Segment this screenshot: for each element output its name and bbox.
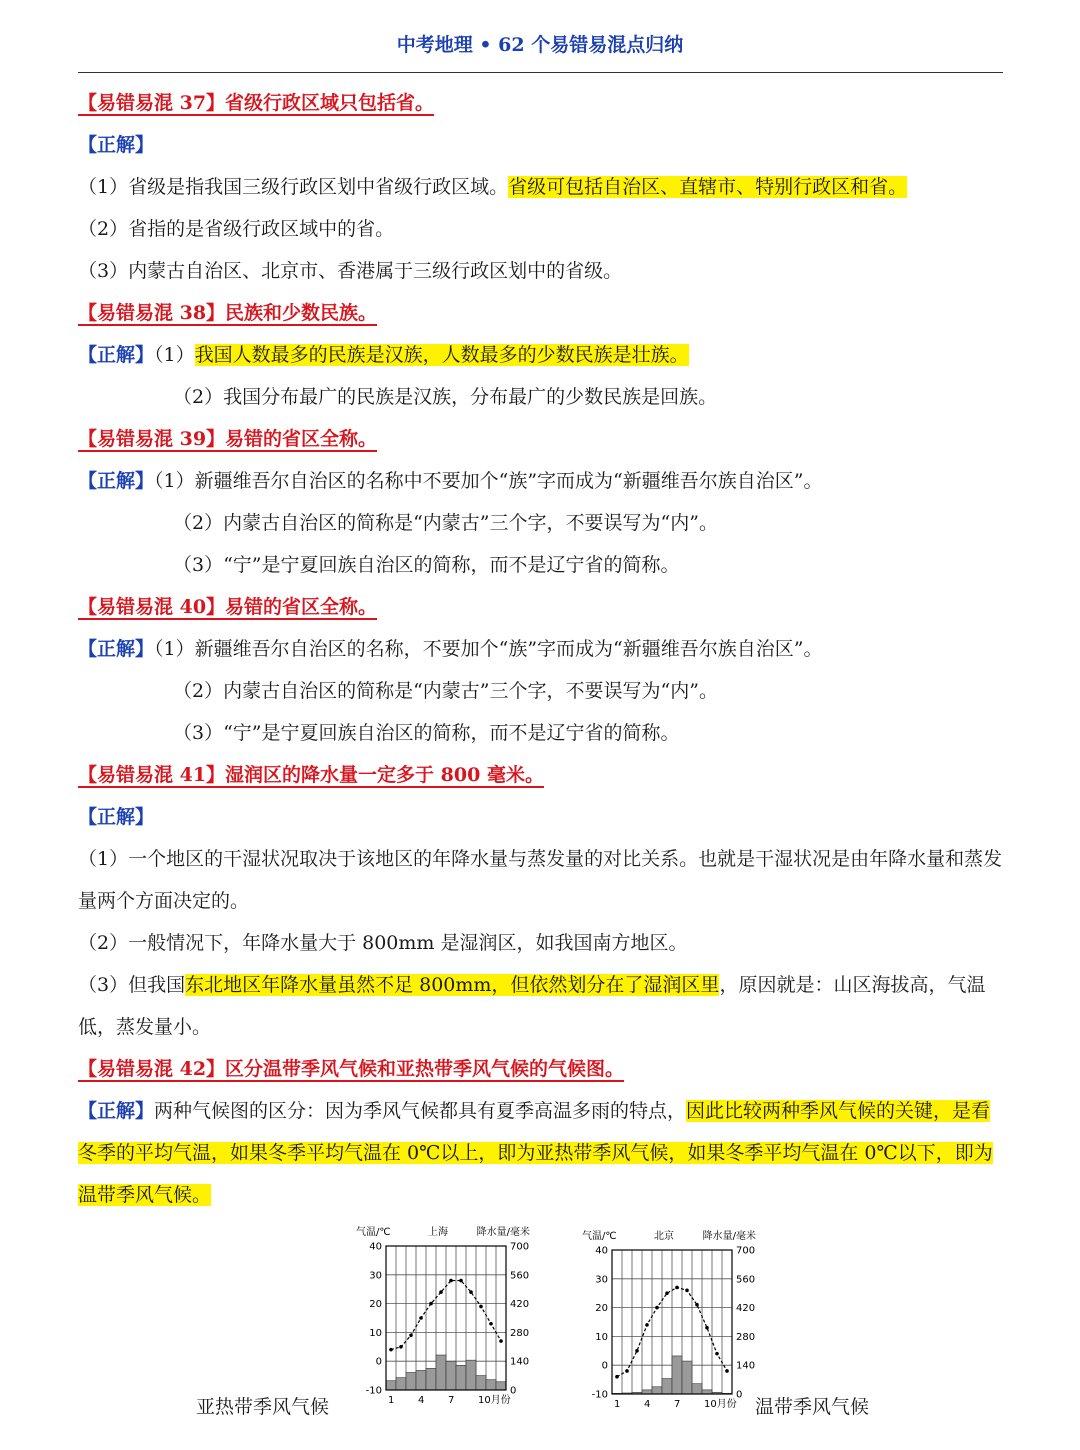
temp-tick-label: 30 (369, 1270, 382, 1282)
temperature-point (389, 1348, 393, 1352)
caption-temperate: 温带季风气候 (755, 1396, 870, 1418)
temperature-point (449, 1279, 453, 1283)
header-divider (78, 72, 1003, 73)
precip-bar (426, 1368, 436, 1390)
caption-subtropical: 亚热带季风气候 (196, 1396, 330, 1418)
temp-axis-label: 气温/℃ (582, 1231, 617, 1242)
temperature-point (479, 1305, 483, 1309)
s37-line1: （1）省级是指我国三级行政区划中省级行政区域。 (78, 176, 509, 198)
temperature-point (645, 1323, 649, 1327)
precip-bar (476, 1376, 486, 1390)
s41-line3-highlight: 东北地区年降水量虽然不足 800mm，但依然划分在了湿润区里 (185, 974, 720, 996)
month-tick-label: 4 (418, 1395, 425, 1406)
precip-tick-label: 700 (510, 1241, 530, 1253)
precip-tick-label: 280 (736, 1331, 756, 1343)
section-title-41: 【易错易混 41】湿润区的降水量一定多于 800 毫米。 (78, 764, 544, 786)
precip-bar (702, 1390, 712, 1394)
climate-chart-beijing (578, 1226, 778, 1426)
precip-tick-label: 0 (510, 1385, 517, 1397)
precip-bar (456, 1365, 466, 1390)
s39-line3: （3）“宁”是宁夏回族自治区的简称，而不是辽宁省的简称。 (173, 554, 680, 576)
answer-label: 【正解】 (78, 470, 155, 492)
s41-line2: （2）一般情况下，年降水量大于 800mm 是湿润区，如我国南方地区。 (78, 932, 688, 954)
temperature-point (675, 1286, 679, 1290)
month-tick-label: 7 (674, 1399, 681, 1410)
s40-line2: （2）内蒙古自治区的简称是“内蒙古”三个字，不要误写为“内”。 (173, 680, 718, 702)
precip-bar (642, 1390, 652, 1394)
temperature-point (625, 1369, 629, 1373)
temp-tick-label: 0 (375, 1356, 382, 1368)
temp-tick-label: 10 (369, 1327, 382, 1339)
section-title-42: 【易错易混 42】区分温带季风气候和亚热带季风气候的气候图。 (78, 1058, 625, 1080)
temp-tick-label: 10 (595, 1331, 608, 1343)
temperature-point (685, 1289, 689, 1293)
section-title-37: 【易错易混 37】省级行政区域只包括省。 (78, 92, 435, 114)
temperature-point (499, 1339, 503, 1343)
s37-line3: （3）内蒙古自治区、北京市、香港属于三级行政区划中的省级。 (78, 260, 623, 282)
temperature-point (695, 1303, 699, 1307)
page-header: 中考地理 • 62 个易错易混点归纳 (396, 34, 684, 56)
precip-bar (416, 1370, 426, 1390)
temp-tick-label: 20 (595, 1303, 608, 1315)
s41-line3-start: （3）但我国 (78, 974, 186, 996)
temp-tick-label: -10 (365, 1385, 382, 1397)
precip-bar (406, 1373, 416, 1390)
section-title-40: 【易错易混 40】易错的省区全称。 (78, 596, 378, 618)
answer-label: 【正解】 (78, 344, 155, 366)
temperature-point (429, 1302, 433, 1306)
precip-bar (386, 1381, 396, 1390)
temperature-point (635, 1349, 639, 1353)
temperature-point (705, 1326, 709, 1330)
temp-tick-label: 20 (369, 1299, 382, 1311)
precip-bar (682, 1361, 692, 1394)
section-title-38: 【易错易混 38】民族和少数民族。 (78, 302, 378, 324)
precip-axis-label: 降水量/毫米 (702, 1231, 756, 1242)
precip-tick-label: 0 (736, 1389, 743, 1401)
precip-bar (396, 1378, 406, 1390)
chart-title: 北京 (654, 1231, 674, 1242)
temperature-point (715, 1352, 719, 1356)
s42-text: 两种气候图的区分：因为季风气候都具有夏季高温多雨的特点， (154, 1100, 687, 1122)
precip-bar (692, 1384, 702, 1394)
month-tick-label: 4 (644, 1399, 651, 1410)
temperature-point (725, 1369, 729, 1373)
s37-line1-highlight: 省级可包括自治区、直辖市、特别行政区和省。 (508, 176, 908, 198)
precip-bar (466, 1360, 476, 1390)
answer-label: 【正解】 (78, 806, 155, 828)
temperature-point (469, 1290, 473, 1294)
temp-tick-label: 0 (601, 1360, 608, 1372)
s39-line2: （2）内蒙古自治区的简称是“内蒙古”三个字，不要误写为“内”。 (173, 512, 718, 534)
precip-bar (486, 1380, 496, 1390)
answer-label: 【正解】 (78, 638, 155, 660)
document-body (78, 82, 1008, 1216)
s38-line1-highlight: 我国人数最多的民族是汉族，人数最多的少数民族是壮族。 (194, 344, 689, 366)
precip-bar (662, 1379, 672, 1394)
temperature-point (655, 1306, 659, 1310)
month-tick-label: 1 (388, 1395, 395, 1406)
month-tick-label: 1 (614, 1399, 621, 1410)
precip-tick-label: 560 (736, 1274, 756, 1286)
temperature-point (419, 1316, 423, 1320)
climate-chart-shanghai (352, 1222, 552, 1422)
s42-text-highlight: 因此比较两种季风气候的关键，是看冬季的平均气温，如果冬季平均气温在 0℃以上，即为亚热带季风气候，如果冬季平均气温在 0℃以下，即为温带季风气候。 (78, 1100, 993, 1206)
temperature-point (409, 1333, 413, 1337)
temperature-point (439, 1290, 443, 1294)
precip-tick-label: 700 (736, 1245, 756, 1257)
chart-title: 上海 (428, 1227, 448, 1238)
climate-charts (0, 1222, 1080, 1432)
s38-line2: （2）我国分布最广的民族是汉族，分布最广的少数民族是回族。 (173, 386, 718, 408)
precip-bar (496, 1382, 506, 1390)
s41-line1: （1）一个地区的干湿状况取决于该地区的年降水量与蒸发量的对比关系。也就是干湿状况是由年降水量和蒸发量两个方面决定的。 (78, 848, 1003, 912)
precip-bar (672, 1356, 682, 1394)
s41-line3-end: ，原因就是：山区海拔高，气温低，蒸发量小。 (78, 974, 986, 1038)
temperature-point (399, 1345, 403, 1349)
precip-bar (436, 1355, 446, 1390)
temp-tick-label: 30 (595, 1274, 608, 1286)
section-title-39: 【易错易混 39】易错的省区全称。 (78, 428, 378, 450)
precip-tick-label: 140 (736, 1360, 756, 1372)
temp-tick-label: 40 (369, 1241, 382, 1253)
precip-axis-label: 降水量/毫米 (476, 1227, 530, 1238)
s37-line2: （2）省指的是省级行政区域中的省。 (78, 218, 395, 240)
temperature-point (665, 1291, 669, 1295)
temp-tick-label: -10 (591, 1389, 608, 1401)
temperature-point (615, 1375, 619, 1379)
precip-bar (446, 1361, 456, 1390)
precip-bar (652, 1387, 662, 1394)
s39-line1: （1）新疆维吾尔自治区的名称中不要加个“族”字而成为“新疆维吾尔族自治区”。 (154, 470, 823, 492)
answer-label: 【正解】 (78, 134, 155, 156)
month-tick-label: 10月份 (704, 1399, 737, 1410)
month-tick-label: 10月份 (478, 1395, 511, 1406)
temp-tick-label: 40 (595, 1245, 608, 1257)
temp-axis-label: 气温/℃ (356, 1227, 391, 1238)
temperature-point (489, 1322, 493, 1326)
s40-line3: （3）“宁”是宁夏回族自治区的简称，而不是辽宁省的简称。 (173, 722, 680, 744)
temperature-point (459, 1279, 463, 1283)
answer-label: 【正解】 (78, 1100, 155, 1122)
precip-tick-label: 140 (510, 1356, 530, 1368)
precip-tick-label: 420 (510, 1299, 530, 1311)
s40-line1: （1）新疆维吾尔自治区的名称，不要加个“族”字而成为“新疆维吾尔族自治区”。 (154, 638, 823, 660)
s38-line1-num: （1） (154, 344, 195, 366)
precip-tick-label: 420 (736, 1303, 756, 1315)
precip-tick-label: 280 (510, 1327, 530, 1339)
precip-tick-label: 560 (510, 1270, 530, 1282)
month-tick-label: 7 (448, 1395, 455, 1406)
